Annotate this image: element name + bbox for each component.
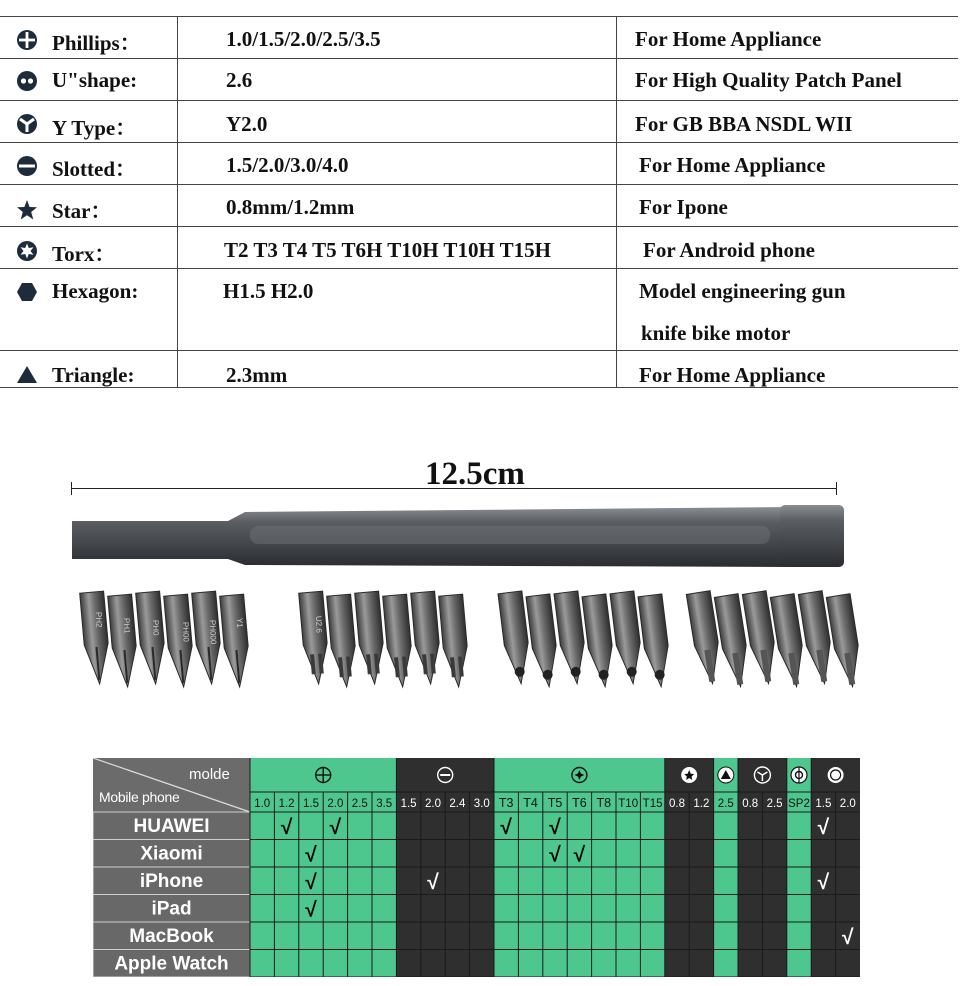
column-label: 1.0: [254, 798, 271, 810]
screwdriver-bit: [80, 591, 112, 685]
column-label: T8: [596, 796, 612, 810]
use-value: Model engineering gun: [639, 279, 846, 303]
screwdriver-bit: [355, 591, 387, 685]
use-value: For Android phone: [643, 238, 815, 262]
check-mark: √: [817, 816, 830, 839]
type-label: U"shape:: [52, 68, 138, 92]
column-label: 2.0: [327, 798, 344, 810]
screwdriver-bit: [220, 594, 252, 688]
screwdriver-bit: [383, 594, 415, 688]
type-label: Y Type：: [52, 116, 137, 140]
use-value: For Home Appliance: [639, 153, 826, 177]
screwdriver-handle: [72, 505, 844, 567]
column-label: 2.4: [449, 798, 466, 810]
type-label: Torx：: [52, 242, 116, 266]
check-mark: √: [842, 926, 854, 949]
use-value: For Home Appliance: [635, 27, 822, 51]
check-mark: √: [305, 871, 317, 894]
bit-marking: PH00: [181, 621, 191, 643]
bit-marking: PH1: [122, 617, 132, 634]
header-mobile-phone: Mobile phone: [99, 789, 180, 805]
bit-set: [80, 591, 865, 689]
device-name: MacBook: [129, 926, 214, 947]
device-name: iPhone: [139, 871, 204, 892]
check-mark: √: [280, 816, 293, 839]
triangle-icon: [718, 767, 734, 783]
use-value: For Ipone: [639, 195, 728, 219]
header-molde: molde: [189, 766, 230, 783]
check-mark: √: [427, 871, 439, 894]
column-label: 3.5: [376, 798, 393, 810]
use-value-line2: knife bike motor: [641, 321, 791, 345]
phillips-icon: [316, 768, 331, 783]
column-label: T4: [523, 796, 538, 810]
column-label: 1.2: [693, 798, 710, 810]
type-label: Phillips：: [52, 31, 141, 55]
screwdriver-bit: [108, 594, 140, 688]
check-mark: √: [329, 816, 342, 839]
column-label: T3: [498, 796, 514, 810]
check-mark: √: [500, 816, 512, 839]
screwdriver-bit: [327, 594, 359, 688]
column-label: 0.8: [742, 798, 759, 810]
device-name: Apple Watch: [114, 953, 229, 975]
type-label: Slotted：: [52, 157, 136, 181]
type-label: Triangle:: [52, 363, 135, 387]
column-label: 2.0: [839, 798, 856, 810]
screwdriver-bit: [826, 594, 864, 689]
check-mark: √: [573, 843, 586, 867]
column-label: SP2: [788, 798, 810, 810]
special-icon: [791, 767, 807, 783]
column-label: 1.5: [400, 798, 417, 810]
column-label: 3.0: [473, 798, 490, 810]
check-mark: √: [549, 843, 561, 867]
size-value: 2.6: [226, 68, 253, 92]
device-name: HUAWEI: [133, 816, 210, 837]
check-mark: √: [549, 816, 561, 839]
size-value: 1.0/1.5/2.0/2.5/3.5: [226, 27, 381, 51]
screwdriver-bit: [439, 594, 471, 688]
device-name: iPad: [151, 898, 192, 920]
round-icon: [828, 767, 844, 783]
bit-marking: U2.6: [314, 615, 324, 633]
screwdriver-bit: [136, 591, 168, 685]
bit-marking: PH000: [208, 619, 218, 645]
type-label: Hexagon:: [52, 279, 139, 303]
screwdriver-bit: [638, 594, 673, 688]
column-label: 2.0: [425, 798, 441, 810]
column-label: 1.5: [303, 798, 319, 810]
size-value: T2 T3 T4 T5 T6H T10H T10H T15H: [224, 238, 551, 262]
check-mark: √: [817, 871, 830, 894]
screwdriver-bit: [411, 591, 443, 685]
use-value: For Home Appliance: [639, 363, 826, 387]
column-label: T5: [547, 796, 563, 810]
check-mark: √: [305, 898, 317, 922]
length-label: 12.5cm: [425, 456, 525, 492]
screwdriver-bit: [192, 591, 224, 685]
size-value: 2.3mm: [226, 363, 288, 387]
column-label: 1.2: [278, 798, 295, 810]
column-label: T10: [618, 798, 639, 810]
size-value: 1.5/2.0/3.0/4.0: [226, 153, 349, 177]
type-label: Star：: [52, 199, 112, 223]
column-label: 2.5: [766, 798, 783, 810]
size-value: Y2.0: [226, 112, 268, 136]
bit-marking: PH0: [151, 619, 161, 636]
column-label: 1.5: [815, 798, 832, 810]
device-name: Xiaomi: [140, 843, 203, 865]
star-icon: [681, 767, 697, 783]
use-value: For GB BBA NSDL WII: [635, 112, 853, 136]
check-mark: √: [305, 843, 317, 867]
size-value: 0.8mm/1.2mm: [226, 195, 355, 219]
bit-marking: Y1: [235, 617, 245, 628]
column-label: T15: [642, 798, 663, 810]
use-value: For High Quality Patch Panel: [635, 68, 902, 92]
size-value: H1.5 H2.0: [223, 279, 314, 303]
screwdriver-bit: [299, 591, 331, 685]
column-label: 0.8: [669, 798, 685, 810]
column-label: 2.5: [351, 798, 368, 810]
bit-marking: PH2: [94, 611, 104, 628]
column-label: T6: [572, 796, 587, 810]
compatibility-chart: [93, 758, 871, 977]
column-label: 2.5: [717, 798, 734, 810]
